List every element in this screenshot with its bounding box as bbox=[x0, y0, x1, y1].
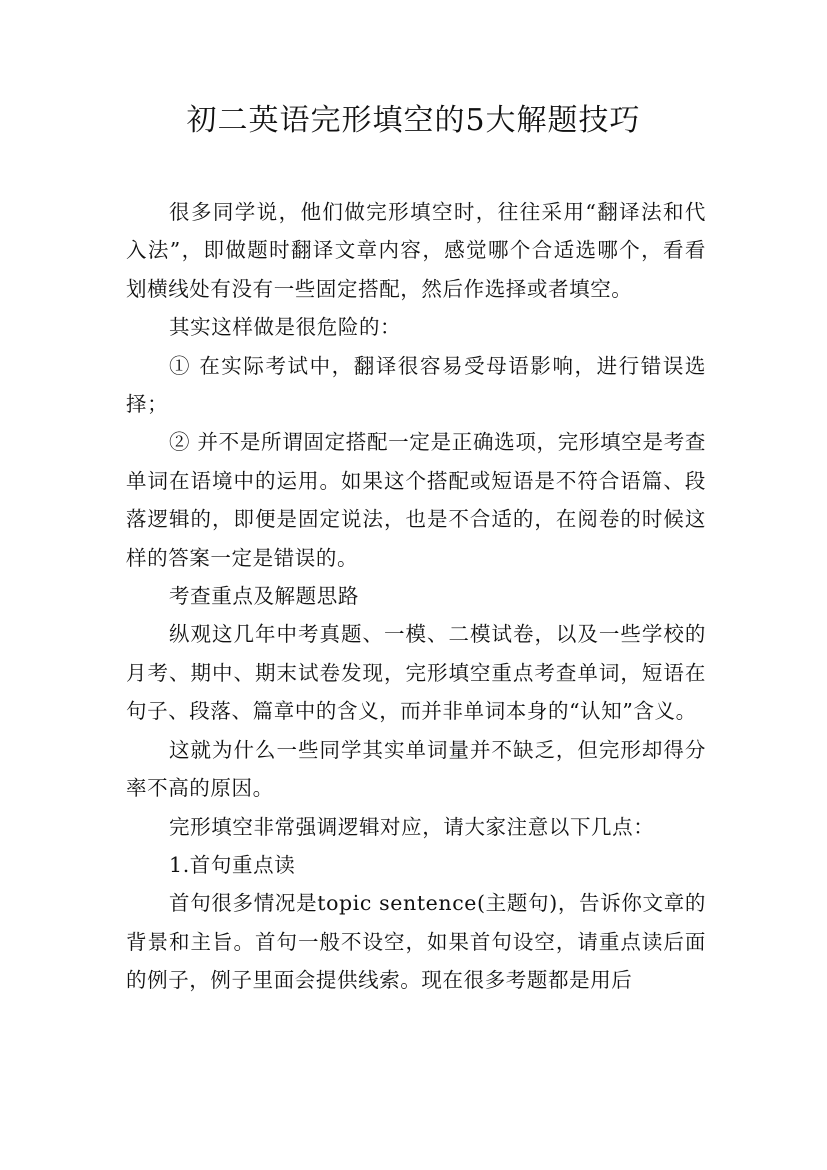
paragraph-intro: 很多同学说，他们做完形填空时，往往采用“翻译法和代入法”，即做题时翻译文章内容，感觉哪个合适选哪个，看看划横线处有没有一些固定搭配，然后作选择或者填空。 bbox=[126, 200, 706, 301]
document-title: 初二英语完形填空的5大解题技巧 bbox=[186, 103, 641, 138]
paragraph-danger: 其实这样做是很危险的： bbox=[169, 315, 402, 340]
paragraph-analysis: 纵观这几年中考真题、一模、二模试卷，以及一些学校的月考、期中、期末试卷发现，完形填空重点考查单词，短语在句子、段落、篇章中的含义，而并非单词本身的“认知”含义。 bbox=[126, 622, 706, 724]
paragraph-notes: 完形填空非常强调逻辑对应，请大家注意以下几点： bbox=[169, 814, 655, 839]
subheading-first-sentence: 1.首句重点读 bbox=[169, 852, 296, 877]
paragraph-point-1: ① 在实际考试中，翻译很容易受母语影响，进行错误选择； bbox=[126, 353, 706, 417]
paragraph-point-2: ② 并不是所谓固定搭配一定是正确选项，完形填空是考查单词在语境中的运用。如果这个搭配或短语是不符合语篇、段落逻辑的，即便是固定说法，也是不合适的，在阅卷的时候这样的答案一定是错误的。 bbox=[126, 430, 706, 570]
paragraph-first-sentence: 首句很多情况是topic sentence(主题句)，告诉你文章的背景和主旨。首句一般不设空，如果首句设空，请重点读后面的例子，例子里面会提供线索。现在很多考题都是用后 bbox=[126, 891, 706, 993]
document-body bbox=[126, 193, 706, 1000]
paragraph-reason: 这就为什么一些同学其实单词量并不缺乏，但完形却得分率不高的原因。 bbox=[126, 737, 706, 801]
section-heading: 考查重点及解题思路 bbox=[169, 584, 359, 609]
